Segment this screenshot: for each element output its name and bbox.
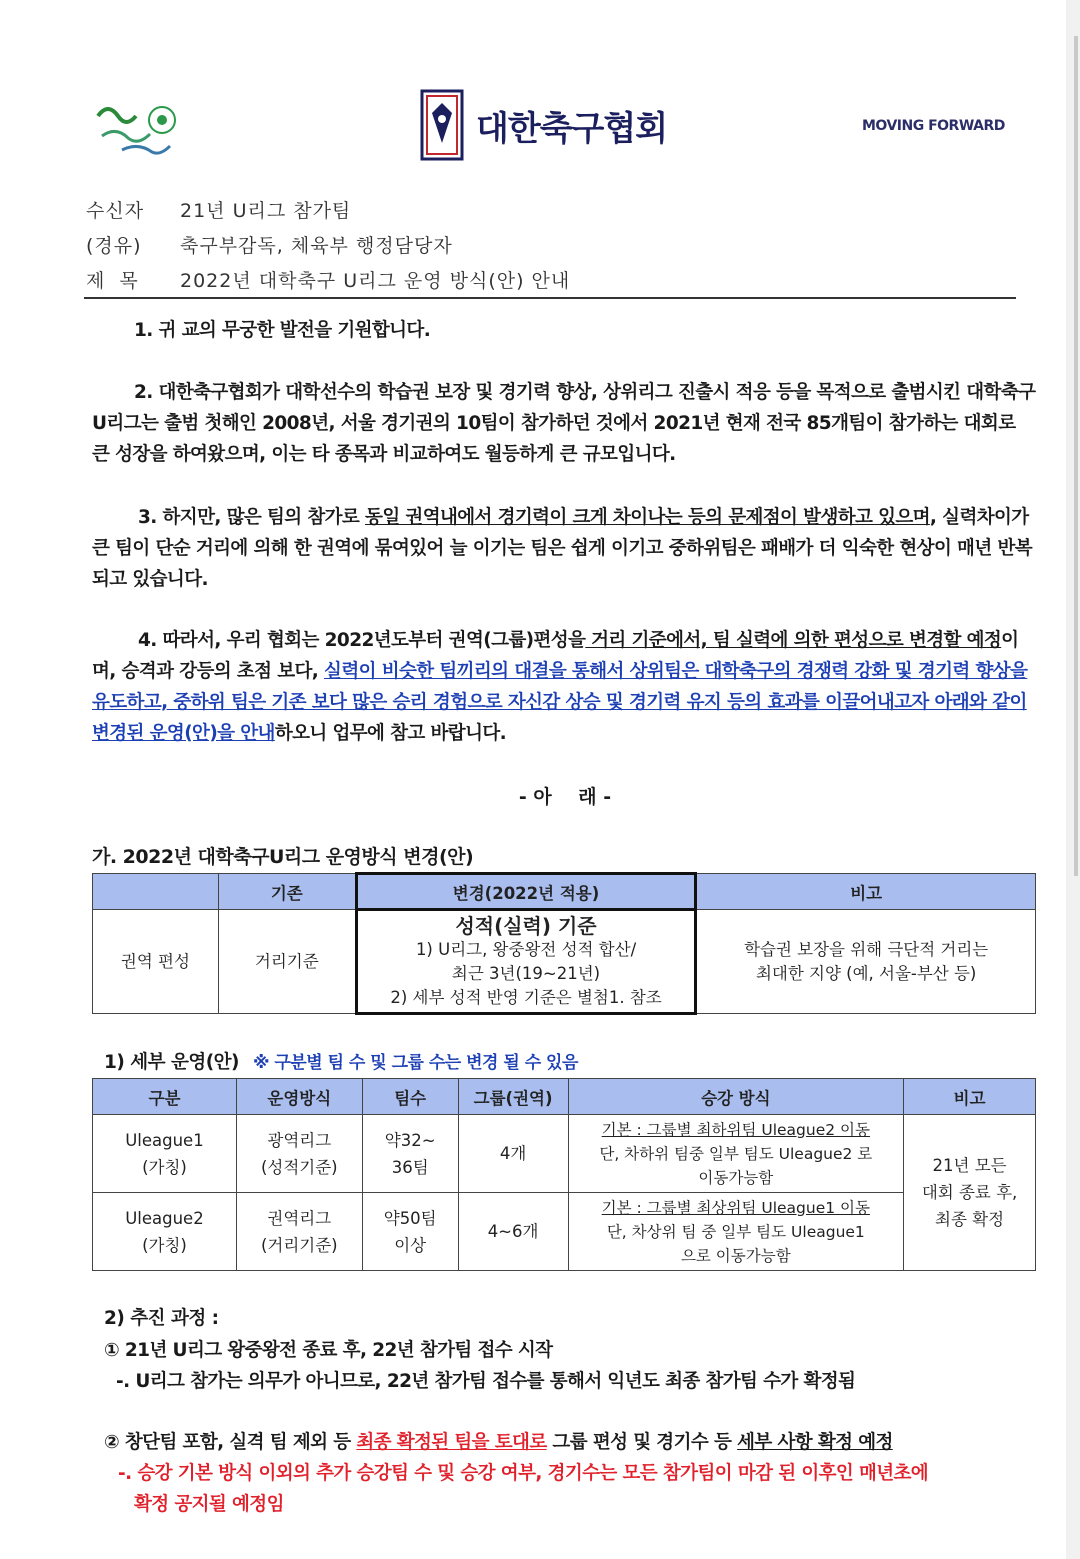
uleague2-promo-line2: 단, 차상위 팀 중 일부 팀도 Uleague1 [606,1222,865,1241]
uleague2-promo-line1: 기본 : 그룹별 최상위팀 Uleague1 이동 [601,1198,870,1217]
uleague2-teams-line1: 약50팀 [383,1208,437,1228]
uleague1-promo-line2: 단, 차하위 팀중 일부 팀도 Uleague2 로 [599,1144,873,1163]
uleague1-method-line1: 광역리그 [267,1130,332,1150]
section-1-label: 1) 세부 운영(안) [104,1052,239,1073]
step2-underlined: 세부 사항 확정 예정 [737,1432,893,1453]
uleague2-groups: 4~6개 [458,1193,568,1271]
p4-underlined: 거리 기준에서, 팀 실력에 의한 편성으로 변경할 예정 [585,630,1002,651]
uleague1-teams-line1: 약32~ [384,1130,436,1150]
uleague1-groups: 4개 [458,1115,568,1193]
via-value: 축구부감독, 체육부 행정담당자 [180,235,453,257]
uleague1-name-line2: (가칭) [142,1157,187,1177]
paragraph-4 [92,625,1036,749]
uleague2-method-line1: 권역리그 [267,1208,332,1228]
t1-change-cell [356,910,696,1014]
uleague1-teams-line2: 36팀 [391,1157,429,1177]
paragraph-3 [92,502,1036,595]
detail-operation-table [92,1078,1036,1271]
t1-header-empty [93,874,219,910]
recipient-value: 21년 U리그 참가팀 [180,200,352,222]
recipient-key: 수신자 [86,200,145,222]
uleague2-name-line2: (가칭) [142,1235,187,1255]
subject-value: 2022년 대학축구 U리그 운영 방식(안) 안내 [180,270,571,292]
paragraph-1: 1. 귀 교의 무궁한 발전을 기원합니다. [134,320,431,341]
table-row [93,1193,1036,1271]
p4-part-c: 이며, 승격과 강등의 초점 보다, [92,630,1019,682]
p3-part-c: , 실력차이가 큰 팀이 단순 거리에 의해 한 권역에 묶여있어 늘 이기는 팀은 쉽게 이기고 중하위팀은 패배가 더 익숙한 현상이 매년 반복되고 있습니다. [92,507,1032,590]
t1-change-line2: 최근 3년(19~21년) [451,963,601,983]
via-line [86,231,453,258]
process-step-1-sub: -. U리그 참가는 의무가 아니므로, 22년 참가팀 접수를 통해서 익년도 최종 참가팀 수가 확정됨 [116,1371,856,1392]
uleague1-name [93,1115,237,1193]
uleague1-promotion [568,1115,904,1193]
t1-row-label: 권역 편성 [93,910,219,1014]
uleague2-promo-line3: 으로 이동가능함 [680,1246,791,1265]
t2-note-line2: 대회 종료 후, [921,1183,1018,1202]
t1-existing-value: 거리기준 [218,910,356,1014]
section-1-title [104,1048,578,1074]
p4-part-a: 4. 따라서, 우리 협회는 2022년도부터 권역(그룹)편성을 [138,630,586,651]
p3-part-a: 3. 하지만, 많은 팀의 참가로 [138,507,366,528]
uleague1-teams [362,1115,458,1193]
uleague1-name-line1: Uleague1 [125,1130,204,1150]
step2-part-a: ② 창단팀 포함, 실격 팀 제외 등 [104,1432,357,1453]
uleague2-method [236,1193,362,1271]
header-divider [84,297,1016,299]
p4-blue-highlight: 실력이 비슷한 팀끼리의 대결을 통해서 상위팀은 대학축구의 경쟁력 강화 및 경기력 향상을 유도하고, 중하위 팀은 기존 보다 많은 승리 경험으로 자신감 상승 및 경기력 유지 등의 효과를 이끌어내고자 아래와 같이 변경된 운영(안)을 안내 [92,661,1028,744]
t1-header-note: 비고 [696,874,1036,910]
via-key: (경유) [86,235,142,257]
t1-header-existing: 기존 [218,874,356,910]
t2-header-teams: 팀수 [362,1079,458,1115]
section-2-title: 2) 추진 과정 : [104,1308,219,1329]
uleague2-name [93,1193,237,1271]
t1-note-line1: 학습권 보장을 위해 극단적 거리는 [744,939,989,959]
org-name: 대한축구협회 [476,108,668,149]
uleague2-name-line1: Uleague2 [125,1208,204,1228]
step2-red-highlight: 최종 확정된 팀을 토대로 [356,1432,547,1453]
kfa-emblem-icon [420,89,464,161]
t1-note-cell [696,910,1036,1014]
uleague1-promo-line3: 이동가능함 [698,1168,774,1187]
process-step-1: ① 21년 U리그 왕중왕전 종료 후, 22년 참가팀 접수 시작 [104,1340,553,1361]
scroll-indicator[interactable] [1074,36,1078,876]
slogan-logo [92,96,184,158]
t2-note-line3: 최종 확정 [935,1210,1005,1229]
step2-part-c: 그룹 편성 및 경기수 등 [546,1432,738,1453]
t2-note-cell [904,1115,1036,1271]
below-heading: - 아 래 - [518,786,612,808]
t2-note-line1: 21년 모든 [932,1156,1007,1175]
process-step-2-sub-line1: -. 승강 기본 방식 이외의 추가 승강팀 수 및 승강 여부, 경기수는 모든 참가팀이 마감 된 이후인 매년초에 [118,1463,929,1484]
t1-header-change: 변경(2022년 적용) [356,874,696,910]
process-step-2 [104,1428,893,1454]
t2-header-promotion: 승강 방식 [568,1079,904,1115]
p3-underlined: 동일 권역내에서 경기력이 크게 차이나는 등의 문제점이 발생하고 있으며 [365,507,930,528]
subject-key: 제 목 [86,270,139,292]
t2-header-note: 비고 [904,1079,1036,1115]
t1-change-line3: 2) 세부 성적 반영 기준은 별첨1. 참조 [390,987,662,1007]
t1-change-title: 성적(실력) 기준 [455,913,597,938]
t2-header-division: 구분 [93,1079,237,1115]
section-ga-title: 가. 2022년 대학축구U리그 운영방식 변경(안) [92,846,474,868]
p4-part-e: 하오니 업무에 참고 바랍니다. [274,723,507,744]
uleague2-teams [362,1193,458,1271]
uleague1-method [236,1115,362,1193]
uleague1-promo-line1: 기본 : 그룹별 최하위팀 Uleague2 이동 [601,1120,870,1139]
t1-change-line1: 1) U리그, 왕중왕전 성적 합산/ [415,939,637,959]
process-step-2-sub-line2: 확정 공지될 예정임 [134,1494,284,1515]
section-1-note: ※ 구분별 팀 수 및 그룹 수는 변경 될 수 있음 [252,1053,578,1073]
t2-header-groups: 그룹(권역) [458,1079,568,1115]
uleague2-promotion [568,1193,904,1271]
slogan-text: MOVING FORWARD [862,118,1005,134]
table-row [93,1115,1036,1193]
uleague1-method-line2: (성적기준) [260,1157,338,1177]
t1-note-line2: 최대한 지양 (예, 서울-부산 등) [755,963,977,983]
subject-line [86,266,570,293]
uleague2-teams-line2: 이상 [394,1235,427,1255]
paragraph-2: 2. 대한축구협회가 대학선수의 학습권 보장 및 경기력 향상, 상위리그 진출시 적응 등을 목적으로 출범시킨 대학축구U리그는 출범 첫해인 2008년, 서울 경기권의 10팀이 참가하던 것에서 2021년 현재 전국 85개팀이 참가하는 대회로 큰 성장을 하여왔으며, 이는 타 종목과 비교하여도 월등하게 큰 규모입니다. [92,382,1036,465]
kfa-logo [420,88,670,162]
operation-change-table [92,872,1036,1015]
t2-header-method: 운영방식 [236,1079,362,1115]
recipient-line [86,196,351,223]
uleague2-method-line2: (거리기준) [260,1235,338,1255]
